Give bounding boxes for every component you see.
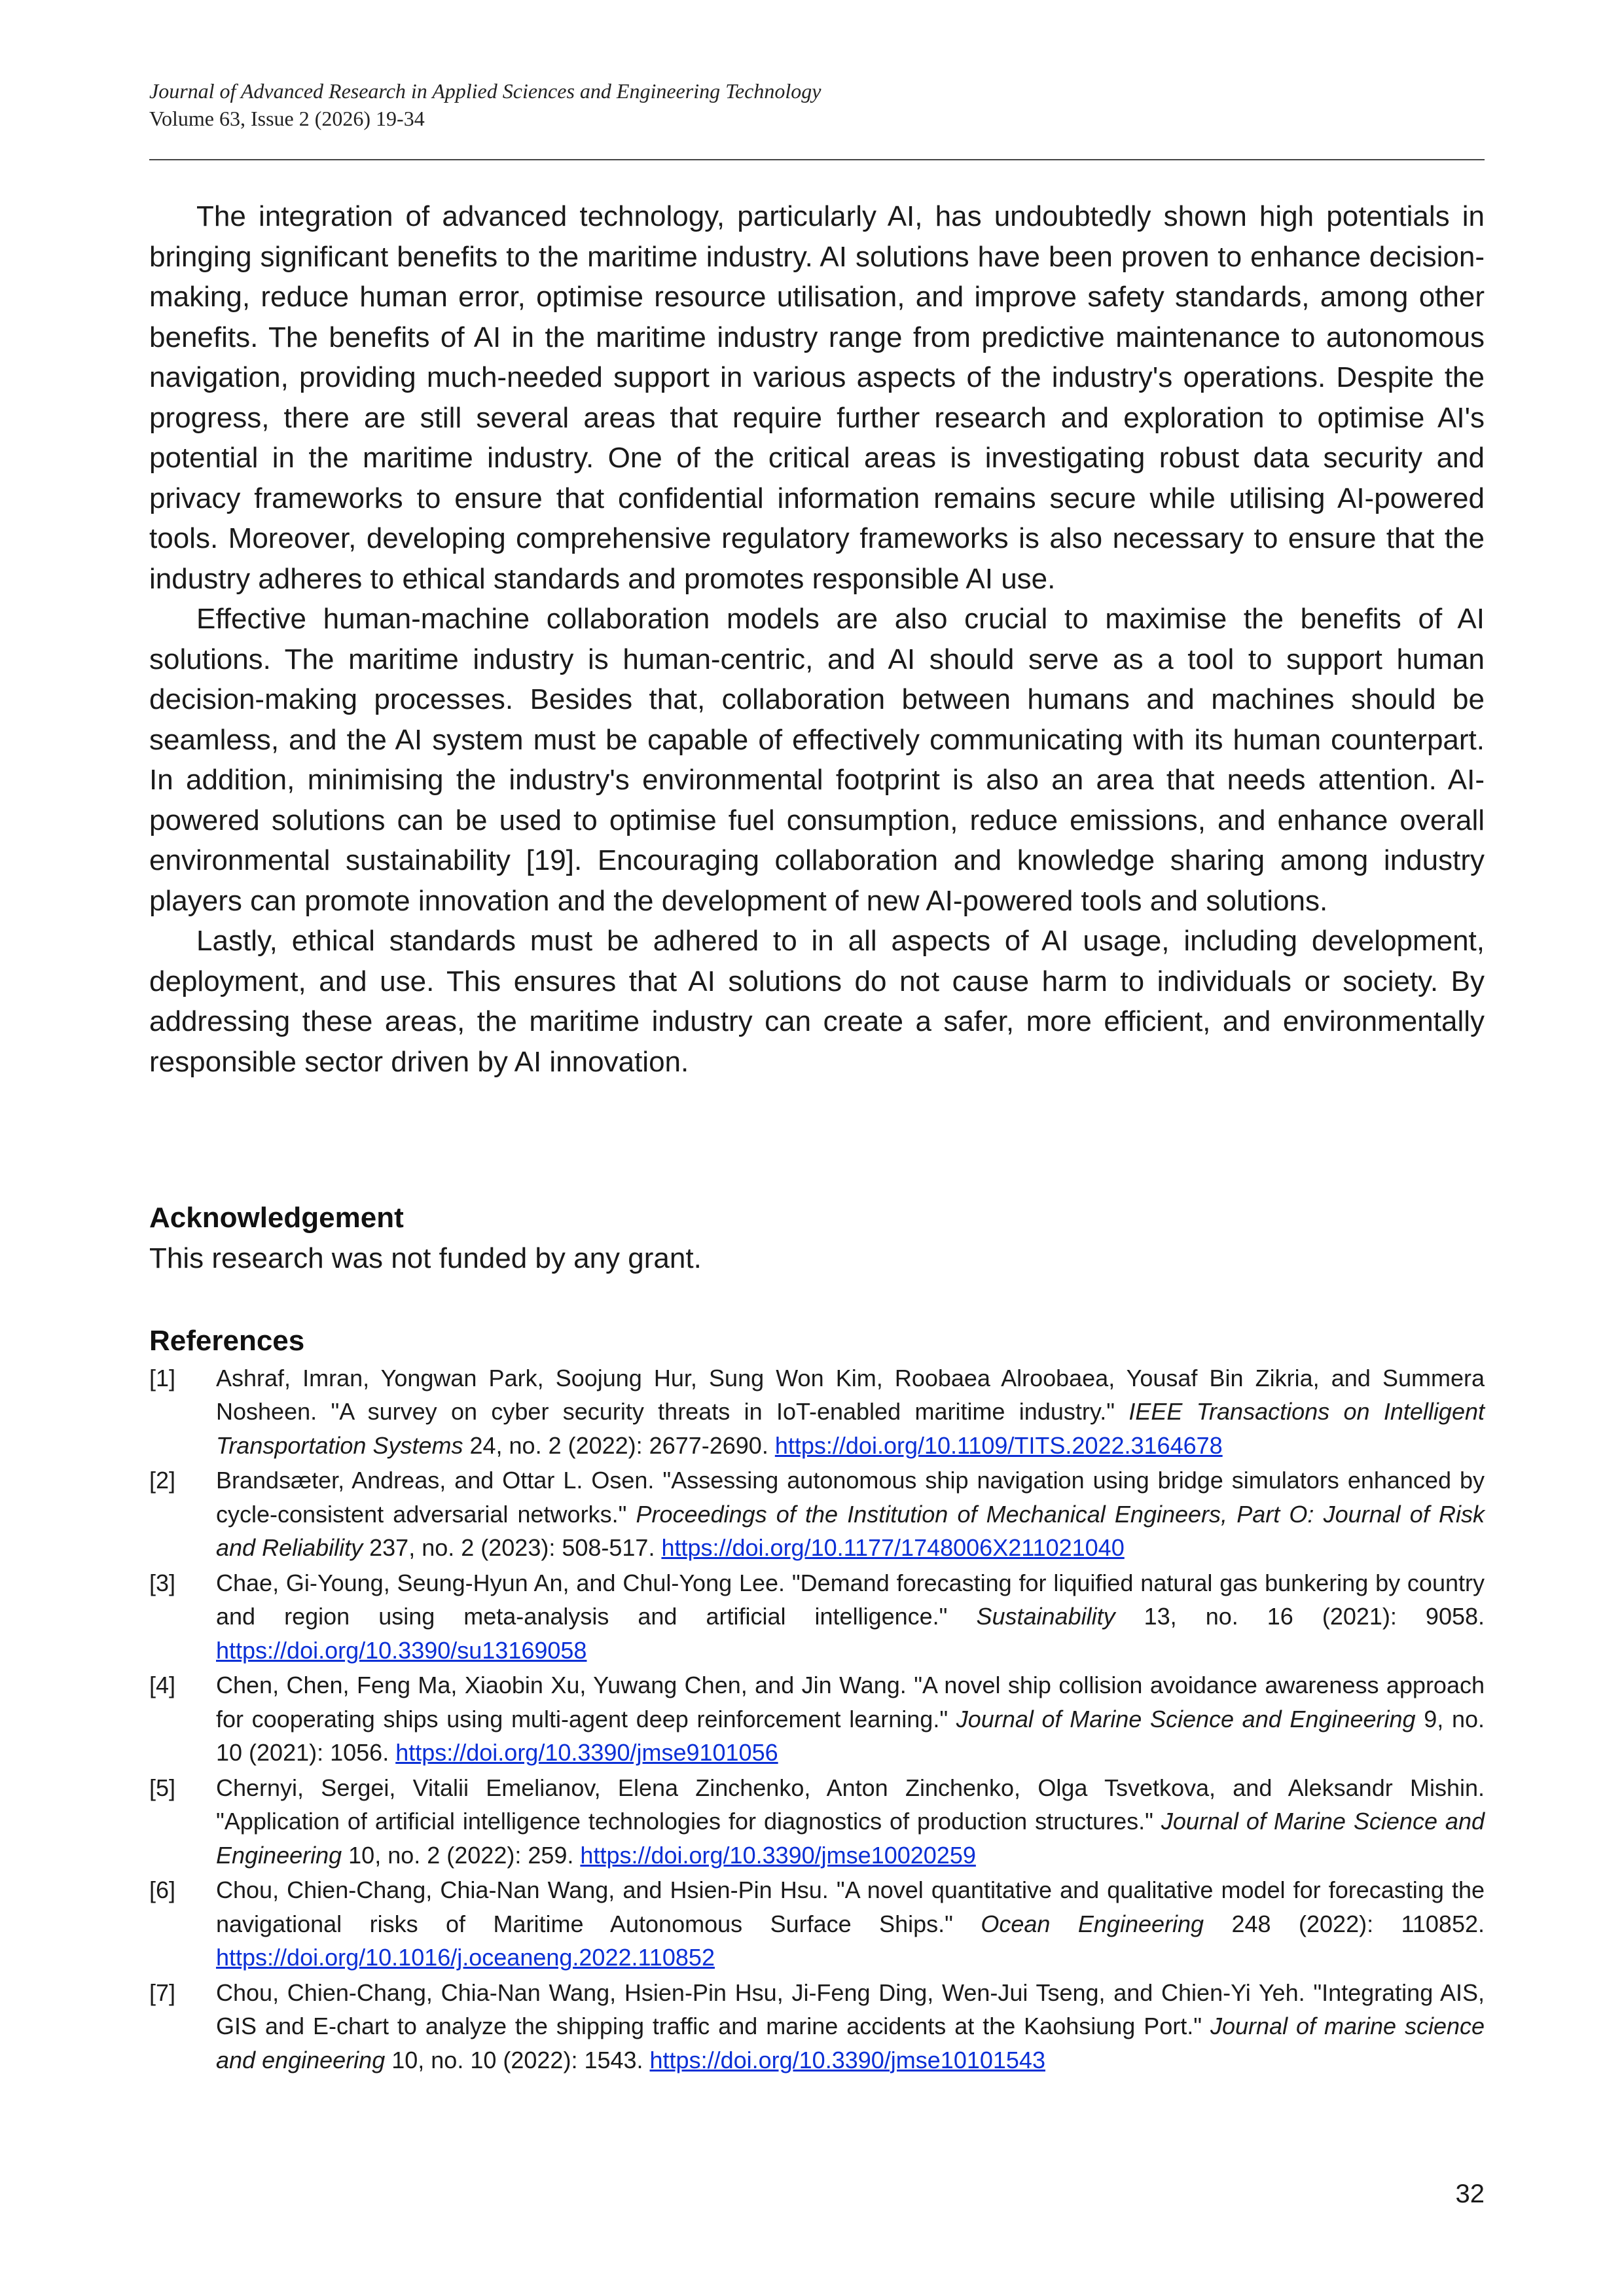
reference-details: 237, no. 2 (2023): 508-517. <box>363 1534 662 1561</box>
acknowledgement-text: This research was not funded by any grant. <box>149 1242 702 1274</box>
reference-list <box>149 1361 1485 2077</box>
reference-authors-title: Brandsæter, Andreas, and Ottar L. Osen. "Assessing autonomous ship navigation using bridge simulators enhanced by cycle-consistent adversarial networks." <box>216 1467 1485 1528</box>
body-text <box>149 196 1485 1082</box>
reference-authors-title: Chou, Chien-Chang, Chia-Nan Wang, and Hsien-Pin Hsu. "A novel quantitative and qualitative model for forecasting the navigational risks of Maritime Autonomous Surface Ships." <box>216 1876 1485 1937</box>
reference-details: 9, no. 10 (2021): 1056. <box>216 1705 1485 1766</box>
acknowledgement-heading: Acknowledgement <box>149 1202 404 1234</box>
references-heading: References <box>149 1325 305 1357</box>
reference-venue: Sustainability <box>976 1603 1115 1630</box>
reference-number: [7] <box>149 1979 176 2006</box>
reference-doi-link[interactable]: https://doi.org/10.3390/jmse10101543 <box>649 2046 1045 2073</box>
reference-item <box>149 1361 1485 1463</box>
reference-venue: Journal of Marine Science and Engineering <box>216 1808 1485 1869</box>
reference-item <box>149 1873 1485 1975</box>
reference-doi-link[interactable]: https://doi.org/10.3390/jmse9101056 <box>395 1739 778 1766</box>
reference-item <box>149 1463 1485 1565</box>
reference-venue: IEEE Transactions on Intelligent Transportation Systems <box>216 1398 1485 1459</box>
reference-number: [4] <box>149 1672 176 1698</box>
reference-details: 13, no. 16 (2021): 9058. <box>1115 1603 1485 1630</box>
reference-authors-title: Chen, Chen, Feng Ma, Xiaobin Xu, Yuwang Chen, and Jin Wang. "A novel ship collision avoidance awareness approach for cooperating ships using multi-agent deep reinforcement learning." <box>216 1672 1485 1732</box>
paragraph: The integration of advanced technology, particularly AI, has undoubtedly shown high potentials in bringing significant benefits to the maritime industry. AI solutions have been proven to enhance decision-making, reduce human error, optimise resource utilisation, and improve safety standards, among other benefits. The benefits of AI in the maritime industry range from predictive maintenance to autonomous navigation, providing much-needed support in various aspects of the industry's operations. Despite the progress, there are still several areas that require further research and exploration to optimise AI's potential in the maritime industry. One of the critical areas is investigating robust data security and privacy frameworks to ensure that confidential information remains secure while utilising AI-powered tools. Moreover, developing comprehensive regulatory frameworks is also necessary to ensure that the industry adheres to ethical standards and promotes responsible AI use. <box>149 200 1485 595</box>
reference-details: 10, no. 2 (2022): 259. <box>342 1841 581 1869</box>
journal-name: Journal of Advanced Research in Applied Sciences and Engineering Technology <box>149 79 821 103</box>
paragraph: Effective human-machine collaboration models are also crucial to maximise the benefits of AI solutions. The maritime industry is human-centric, and AI should serve as a tool to support human decision-making processes. Besides that, collaboration between humans and machines should be seamless, and the AI system must be capable of effectively communicating with its human counterpart. In addition, minimising the industry's environmental footprint is also an area that needs attention. AI-powered solutions can be used to optimise fuel consumption, reduce emissions, and enhance overall environmental sustainability [19]. Encouraging collaboration and knowledge sharing among industry players can promote innovation and the development of new AI-powered tools and solutions. <box>149 603 1485 917</box>
reference-details: 10, no. 10 (2022): 1543. <box>385 2046 650 2073</box>
reference-item <box>149 1771 1485 1873</box>
reference-doi-link[interactable]: https://doi.org/10.3390/su13169058 <box>216 1636 587 1664</box>
references-section <box>149 1321 1485 2078</box>
running-header <box>149 77 1485 132</box>
reference-item <box>149 1566 1485 1668</box>
acknowledgement-section <box>149 1198 1485 1278</box>
reference-number: [1] <box>149 1364 176 1391</box>
reference-details: 24, no. 2 (2022): 2677-2690. <box>463 1431 775 1459</box>
reference-authors-title: Chae, Gi-Young, Seung-Hyun An, and Chul-Yong Lee. "Demand forecasting for liquified natural gas bunkering by country and region using meta-analysis and artificial intelligence." <box>216 1569 1485 1630</box>
reference-doi-link[interactable]: https://doi.org/10.1016/j.oceaneng.2022.110852 <box>216 1944 715 1971</box>
reference-doi-link[interactable]: https://doi.org/10.3390/jmse10020259 <box>580 1841 976 1869</box>
reference-venue: Journal of marine science and engineering <box>216 2013 1485 2073</box>
reference-item <box>149 1668 1485 1770</box>
reference-number: [3] <box>149 1569 176 1596</box>
header-divider <box>149 159 1485 160</box>
page-number: 32 <box>1455 2179 1485 2208</box>
reference-authors-title: Ashraf, Imran, Yongwan Park, Soojung Hur, Sung Won Kim, Roobaea Alroobaea, Yousaf Bin Zikria, and Summera Nosheen. "A survey on cyber security threats in IoT-enabled maritime industry." <box>216 1364 1485 1425</box>
reference-number: [2] <box>149 1467 176 1494</box>
volume-issue: Volume 63, Issue 2 (2026) 19-34 <box>149 107 425 130</box>
reference-details: 248 (2022): 110852. <box>1204 1910 1485 1937</box>
reference-item <box>149 1976 1485 2077</box>
reference-doi-link[interactable]: https://doi.org/10.1109/TITS.2022.3164678 <box>774 1431 1223 1459</box>
reference-venue: Ocean Engineering <box>981 1910 1204 1937</box>
reference-venue: Proceedings of the Institution of Mechanical Engineers, Part O: Journal of Risk and Reliability <box>216 1500 1485 1561</box>
reference-authors-title: Chou, Chien-Chang, Chia-Nan Wang, Hsien-Pin Hsu, Ji-Feng Ding, Wen-Jui Tseng, and Chien-Yi Yeh. "Integrating AIS, GIS and E-chart to analyze the shipping traffic and marine accidents at the Kaohsiung Port." <box>216 1979 1485 2039</box>
reference-authors-title: Chernyi, Sergei, Vitalii Emelianov, Elena Zinchenko, Anton Zinchenko, Olga Tsvetkova, and Aleksandr Mishin. "Application of artificial intelligence technologies for diagnostics of production structures." <box>216 1774 1485 1835</box>
reference-doi-link[interactable]: https://doi.org/10.1177/1748006X211021040 <box>661 1534 1125 1561</box>
reference-number: [5] <box>149 1774 176 1801</box>
reference-venue: Journal of Marine Science and Engineering <box>956 1705 1416 1732</box>
reference-number: [6] <box>149 1876 176 1903</box>
paragraph: Lastly, ethical standards must be adhered to in all aspects of AI usage, including development, deployment, and use. This ensures that AI solutions do not cause harm to individuals or society. By addressing these areas, the maritime industry can create a safer, more efficient, and environmentally responsible sector driven by AI innovation. <box>149 925 1485 1078</box>
